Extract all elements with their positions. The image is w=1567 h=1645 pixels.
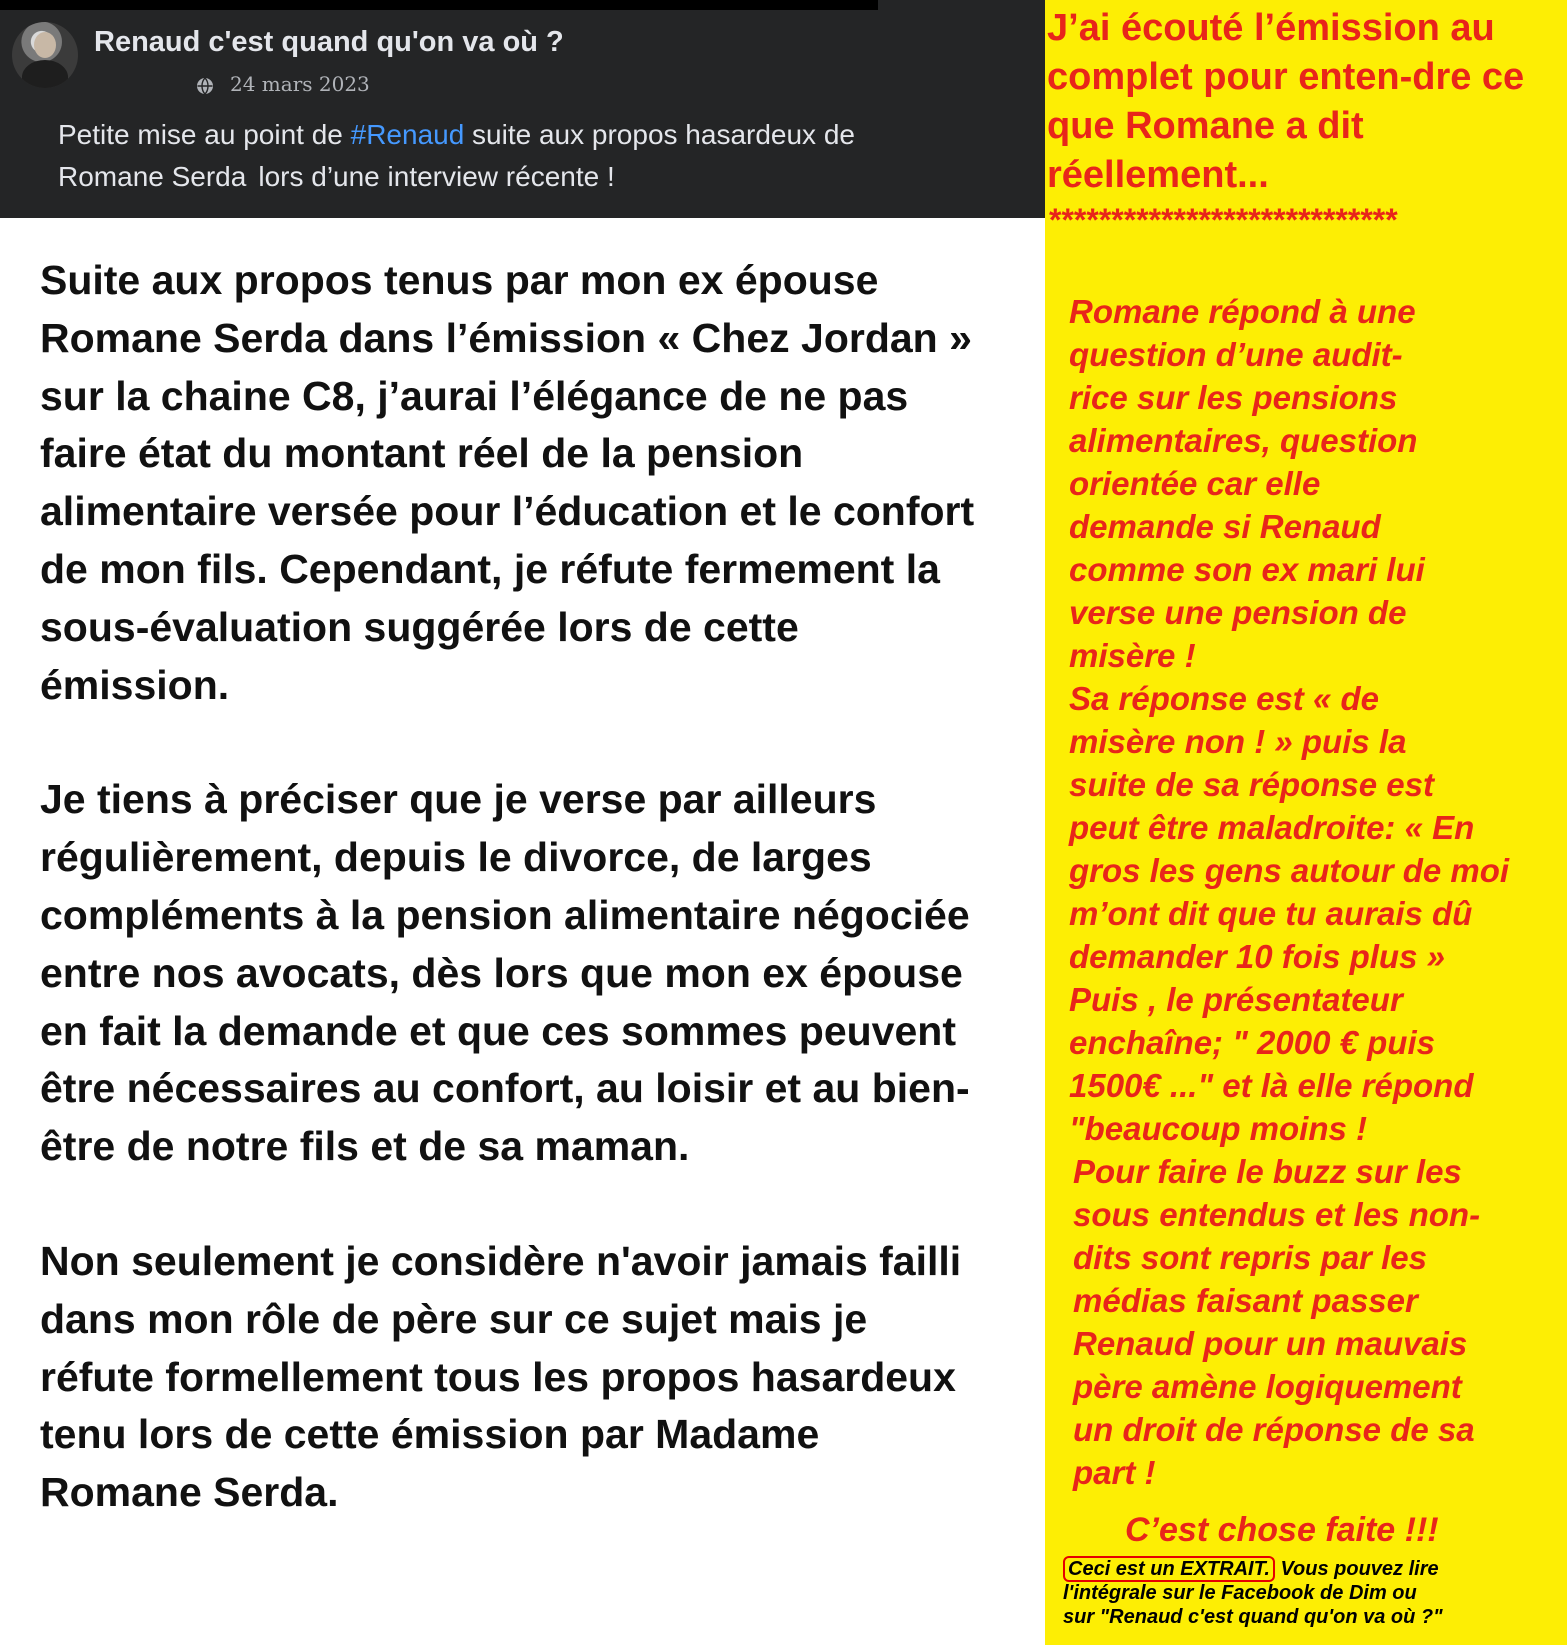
commentary-line: part ! — [1073, 1454, 1156, 1491]
commentary-line: Sa réponse est « de — [1069, 680, 1379, 717]
commentary-line: dits sont repris par les — [1073, 1239, 1427, 1276]
globe-icon — [196, 77, 214, 95]
commentary-line: 1500€ ..." et là elle répond — [1069, 1067, 1474, 1104]
statement-paragraph: Non seulement je considère n'avoir jamais failli dans mon rôle de père sur ce sujet mais je réfute formellement tous les propos hasardeux tenu lors de cette émission par Madame Romane Serda. — [40, 1237, 962, 1516]
commentary-line: Puis , le présentateur — [1069, 981, 1403, 1018]
commentary-line: orientée car elle — [1069, 465, 1321, 502]
avatar-body — [22, 60, 68, 88]
commentary-body — [1069, 290, 1567, 1494]
post-date[interactable]: 24 mars 2023 — [230, 72, 370, 96]
commentary-line: question d’une audit- — [1069, 336, 1403, 373]
commentary-line: Pour faire le buzz sur les — [1073, 1153, 1462, 1190]
commentary-line: peut être maladroite: « En — [1069, 809, 1475, 846]
star-divider: **************************** — [1049, 202, 1398, 238]
commentary-line: un droit de réponse de sa — [1073, 1411, 1475, 1448]
page-avatar[interactable] — [12, 22, 78, 88]
commentary-line: alimentaires, question — [1069, 422, 1418, 459]
commentary-line: gros les gens autour de moi — [1069, 852, 1510, 889]
commentary-heading: J’ai écouté l’émission au complet pour enten-dre ce que Romane a dit réellement... — [1047, 7, 1525, 196]
commentary-line: Renaud pour un mauvais — [1073, 1325, 1468, 1362]
caption-text: lors d’une interview récente ! — [258, 161, 615, 192]
commentary-line: médias faisant passer — [1073, 1282, 1418, 1319]
facebook-post-header — [0, 0, 1045, 218]
commentary-line: misère non ! » puis la — [1069, 723, 1407, 760]
statement-paragraph: Suite aux propos tenus par mon ex épouse Romane Serda dans l’émission « Chez Jordan » sur la chaine C8, j’aurai l’élégance de ne pas faire état du montant réel de la pension alimentaire versée pour l’éducation et le confort de mon fils. Cependant, je réfute fermement la sous-évaluation suggérée lors de cette émission. — [40, 257, 975, 708]
commentary-line: sous entendus et les non- — [1073, 1196, 1481, 1233]
hashtag-link[interactable]: #Renaud — [350, 119, 465, 150]
post-caption — [58, 114, 1008, 198]
extract-footer-note — [1063, 1557, 1563, 1629]
commentary-line: verse une pension de — [1069, 594, 1407, 631]
commentary-line: m’ont dit que tu aurais dû — [1069, 895, 1473, 932]
caption-text: Romane Serda — [58, 161, 247, 192]
commentary-line: misère ! — [1069, 637, 1196, 674]
footer-text: sur "Renaud c'est quand qu'on va où ?" — [1063, 1606, 1443, 1628]
footer-text: l'intégrale sur le Facebook de Dim ou — [1063, 1582, 1417, 1604]
top-black-strip — [0, 0, 878, 10]
commentary-line: suite de sa réponse est — [1069, 766, 1434, 803]
caption-text: suite aux propos hasardeux de — [464, 119, 855, 150]
statement-text — [40, 252, 990, 1522]
commentary-line: demande si Renaud — [1069, 508, 1381, 545]
commentary-line: "beaucoup moins ! — [1069, 1110, 1367, 1147]
avatar-head — [34, 32, 56, 58]
footer-text: Vous pouvez lire — [1274, 1558, 1439, 1580]
commentary-line: rice sur les pensions — [1069, 379, 1398, 416]
commentary-panel — [1045, 0, 1567, 1645]
extrait-label: Ceci est un EXTRAIT. — [1063, 1556, 1275, 1582]
commentary-line: Romane répond à une — [1069, 293, 1416, 330]
caption-text: Petite mise au point de — [58, 119, 351, 150]
commentary-conclusion: C’est chose faite !!! — [1125, 1511, 1439, 1549]
commentary-line: comme son ex mari lui — [1069, 551, 1425, 588]
page-name-link[interactable]: Renaud c'est quand qu'on va où ? — [94, 26, 564, 58]
statement-paragraph: Je tiens à préciser que je verse par ailleurs régulièrement, depuis le divorce, de larges compléments à la pension alimentaire négociée entre nos avocats, dès lors que mon ex épouse en fait la demande et que ces sommes peuvent être nécessaires au confort, au loisir et au bien-être de notre fils et de sa maman. — [40, 776, 970, 1170]
commentary-line: père amène logiquement — [1073, 1368, 1462, 1405]
commentary-line: demander 10 fois plus » — [1069, 938, 1445, 975]
commentary-line: enchaîne; " 2000 € puis — [1069, 1024, 1435, 1061]
